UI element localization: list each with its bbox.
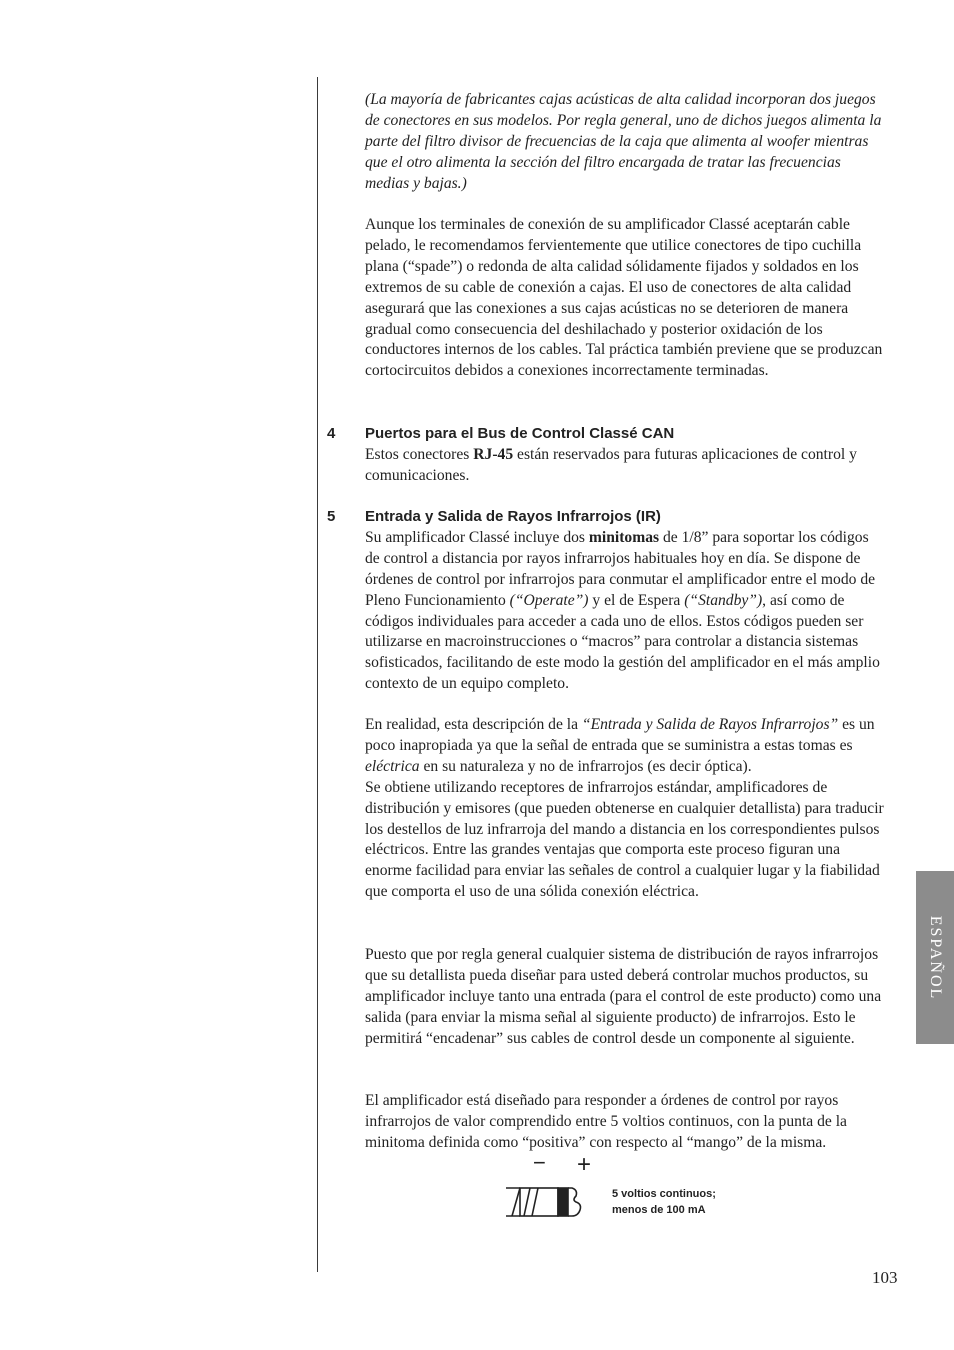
section-4-text: [365, 445, 865, 487]
realidad-a: En realidad, esta descripción de la: [365, 716, 582, 733]
realidad-ital2: eléctrica: [365, 757, 420, 775]
section-5-heading: Entrada y Salida de Rayos Infrarrojos (IR): [365, 508, 661, 525]
realidad-paragraph: [365, 715, 885, 903]
puesto-paragraph-block: [365, 945, 885, 1050]
puesto-paragraph: Puesto que por regla general cualquier sistema de distribución de rayos infrarrojos que su detallista pueda diseñar para usted deberá controlar muchos productos, su amplificador incluye tanto una entrada (para el control de este producto) como una salida (para enviar la misma señal al siguiente producto) de infrarrojos. Esto le permitirá “encadenar” sus cables de control desde un componente al siguiente.: [365, 946, 882, 1047]
s5-text-c: y el de Espera: [588, 591, 685, 609]
terminals-paragraph-block: [365, 215, 885, 382]
s5-text-b: de 1/8” para soportar los códigos de control a distancia por rayos infrarrojos habituales hoy en día. Se dispone de órdenes de control por infrarrojos para conmutar el amplificador entre el modo de Pleno Funcionamiento: [365, 528, 876, 609]
standby-label: (“Standby”): [684, 591, 763, 609]
voltaje-paragraph-block: [365, 1091, 885, 1154]
voltaje-paragraph: El amplificador está diseñado para responder a órdenes de control por rayos infrarrojos de valor comprendido entre 5 voltios continuos, con la punta de la minitoma definida como “positiva” con respecto al “mango” de la misma.: [365, 1092, 847, 1151]
s5-text-a: Su amplificador Classé incluye dos: [365, 528, 589, 546]
realidad-c: en su naturaleza y no de infrarrojos (es decir óptica).: [419, 757, 752, 775]
page-number: 103: [872, 1268, 898, 1287]
s5-text-d: , así como de códigos individuales para acceder a cada uno de ellos. Estos códigos pueden ser utilizarse en macroinstrucciones o “macros” para controlar a distancia sistemas sofisticados, facilitando de este modo la gestión del amplificador en el más amplio contexto de un equipo completo.: [365, 591, 880, 693]
section-4-heading: Puertos para el Bus de Control Classé CAN: [365, 425, 675, 442]
realidad-ital1: “Entrada y Salida de Rayos Infrarrojos”: [581, 716, 839, 733]
diagram-label-line2: menos de 100 mA: [612, 1204, 706, 1216]
section-5-paragraph: [365, 528, 880, 695]
diagram-label: [612, 1186, 716, 1218]
rj45-label: RJ-45: [473, 445, 514, 463]
section-5-number: 5: [327, 508, 336, 525]
margin-rule: [317, 77, 318, 1272]
terminals-paragraph: Aunque los terminales de conexión de su amplificador Classé aceptarán cable pelado, le recomendamos fervientemente que utilice conectores de tipo cuchilla plana (“spade”) o redonda de alta calidad sólidamente fijados y soldados en los extremos de su cable de conexión a cajas. El uso de conectores de alta calidad asegurará que las conexiones a sus cajas acústicas no se deterioren de manera gradual como consecuencia del deshilachado y posterior oxidación de los conductores internos de los cables. Tal práctica también previene que se produzcan cortocircuitos debidos a conexiones incorrectamente terminadas.: [365, 216, 883, 380]
intro-italic-paragraph: (La mayoría de fabricantes cajas acústicas de alta calidad incorporan dos juegos de conectores en sus modelos. Por regla general, uno de dichos juegos alimenta la parte del filtro divisor de frecuencias de la caja que alimenta al woofer mientras que el otro alimenta la sección del filtro encargada de tratar las frecuencias medias y bajas.): [365, 91, 882, 192]
section-4-text-b: están reservados para futuras aplicaciones de control y comunicaciones.: [365, 445, 857, 484]
intro-note: [365, 90, 885, 195]
minus-sign: −: [533, 1150, 546, 1175]
section-4-number: 4: [327, 425, 336, 442]
section-4: [327, 424, 887, 487]
section-5: [327, 507, 887, 695]
language-tab: [916, 871, 954, 1044]
diagram-label-line1: 5 voltios continuos;: [612, 1188, 716, 1200]
plus-sign: +: [577, 1151, 592, 1178]
language-tab-label: ESPAÑOL: [927, 915, 944, 1000]
operate-label: (“Operate”): [509, 591, 589, 609]
realidad-d: Se obtiene utilizando receptores de infrarrojos estándar, amplificadores de distribución y emisores (que pueden obtenerse en cualquier detallista) para traducir los destellos de luz infrarroja del mando a distancia en los correspondientes pulsos eléctricos. Entre las grandes ventajas que comporta este proceso figuran una enorme facilidad para enviar las señales de control a cualquier lugar y la fiabilidad que comporta el uso de una sólida conexión eléctrica.: [365, 778, 884, 901]
section-4-text-a: Estos conectores: [365, 445, 474, 463]
minitomas-label: minitomas: [588, 528, 660, 546]
realidad-b: es un poco inapropiada ya que la señal de entrada que se suministra a estas tomas es: [365, 716, 875, 754]
minijack-plug-icon: [506, 1188, 581, 1216]
